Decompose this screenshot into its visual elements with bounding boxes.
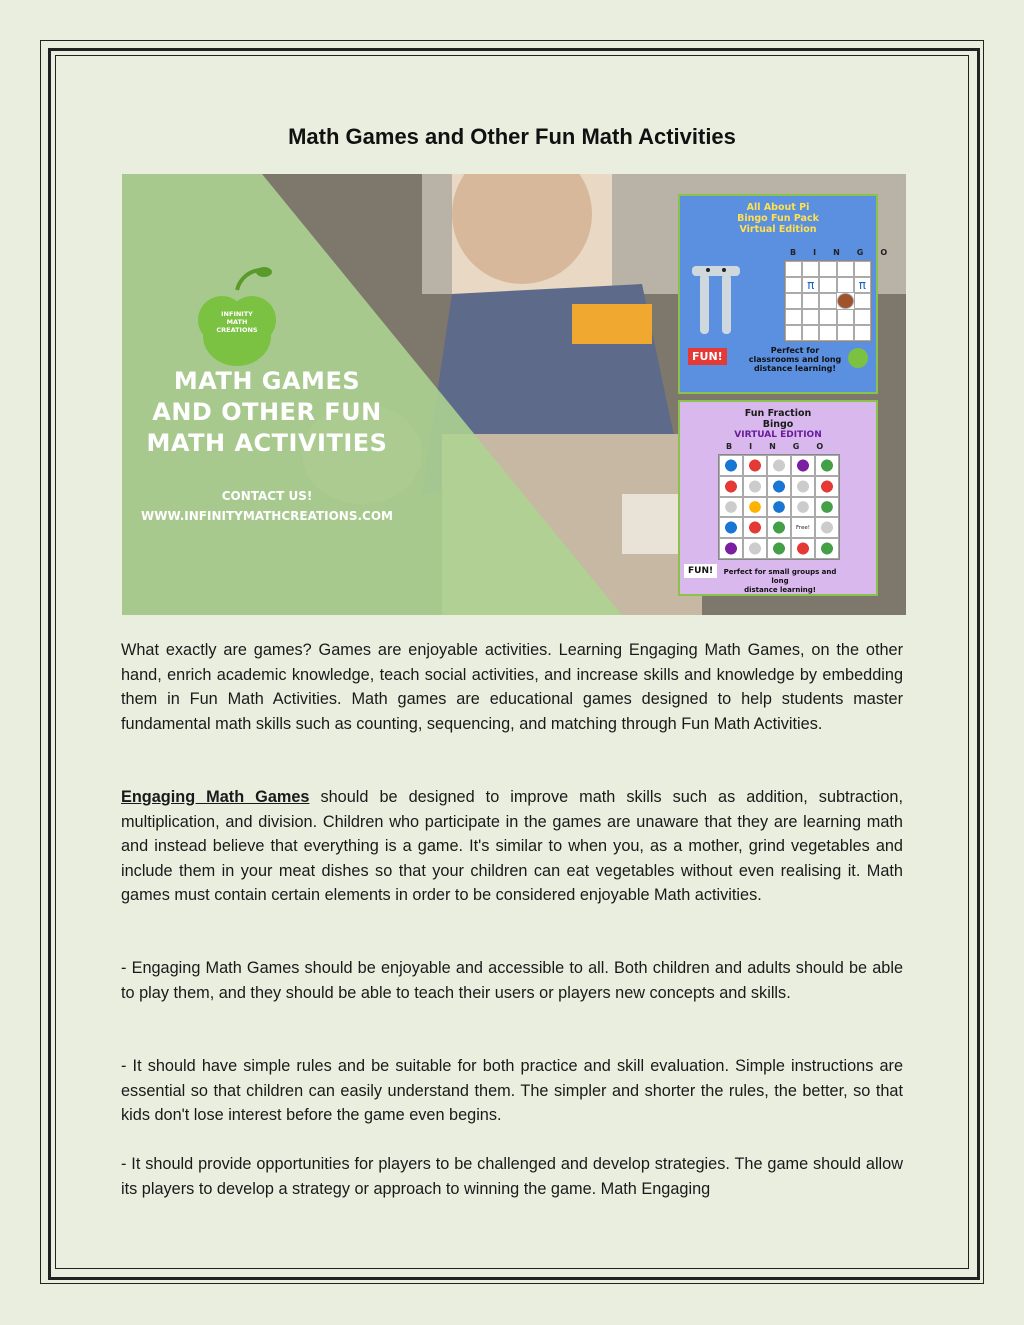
fraction-card-title	[680, 408, 876, 430]
fraction-card-subtitle: VIRTUAL EDITION	[734, 430, 822, 440]
paragraph-bullet-enjoyable: - Engaging Math Games should be enjoyable and accessible to all. Both children and adults should be able to play them, and they should be able to teach their users or players new concepts and skills.	[121, 959, 903, 1002]
page-title: Math Games and Other Fun Math Activities	[288, 124, 736, 149]
hero-heading	[122, 366, 412, 459]
fraction-card-title-line-1: Fun Fraction	[744, 408, 812, 419]
pi-character-icon	[686, 256, 746, 346]
pi-card-title-line-2: Bingo Fun Pack	[737, 213, 819, 224]
paragraph-engaging-games-text: should be designed to improve math skills such as addition, subtraction, multiplication, and division. Children who participate in the games are unaware that they are learning math and instead believe that everything is a game. It's similar to when you, as a mother, grind vegetables and include them in your meat dishes so that your children can eat vegetables without even realising it. Math games must contain certain elements in order to be considered enjoyable Math activities.	[121, 788, 903, 904]
pi-footer-line-2: classrooms and long	[748, 355, 842, 364]
pi-card-title-line-1: All About Pi	[746, 202, 810, 213]
free-space-label: Free!	[791, 517, 815, 538]
logo-line-1: INFINITY MATH	[221, 310, 253, 326]
fraction-footer-line-1: Perfect for small groups and long	[723, 568, 837, 585]
logo-line-2: CREATIONS	[216, 326, 258, 334]
pi-bingo-card	[678, 194, 905, 394]
pi-card-footer	[740, 346, 850, 373]
website-label: WWW.INFINITYMATHCREATIONS.COM	[140, 509, 393, 523]
paragraph-bullet-strategies: - It should provide opportunities for players to be challenged and develop strategies. The game should allow its players to develop a strategy or approach to winning the game. Math Engaging	[121, 1155, 903, 1198]
fraction-bingo-grid	[718, 454, 840, 560]
pi-card-title	[680, 202, 876, 235]
fraction-fun-badge: FUN!	[684, 564, 717, 578]
paragraph-bullet-simple-rules: - It should have simple rules and be suitable for both practice and skill evaluation. Simple instructions are essential so that children can easily understand them. The simpler and shorter the rules, the better, so that kids don't lose interest before the game even begins.	[121, 1057, 903, 1124]
hero-contact	[122, 486, 412, 526]
fraction-card-title-line-2: Bingo	[762, 419, 794, 430]
paragraph-engaging-games	[121, 785, 903, 908]
hero-heading-line-3: MATH ACTIVITIES	[146, 429, 388, 457]
fraction-bingo-letters: BINGO	[726, 442, 841, 451]
engaging-math-games-link[interactable]: Engaging Math Games	[121, 788, 310, 806]
pi-fun-badge: FUN!	[688, 348, 727, 365]
hero-heading-line-1: MATH GAMES	[173, 367, 361, 395]
pi-footer-line-1: Perfect for	[770, 346, 820, 355]
logo-text	[214, 310, 260, 334]
pi-card-title-line-3: Virtual Edition	[739, 224, 817, 235]
contact-label: CONTACT US!	[221, 489, 313, 503]
pi-footer-line-3: distance learning!	[753, 364, 837, 373]
paragraph-intro: What exactly are games? Games are enjoyable activities. Learning Engaging Math Games, on the other hand, enrich academic knowledge, teach social activities, and increase skills and knowledge by embedding them in Fun Math Activities. Math games are educational games designed to help students master fundamental math skills such as counting, sequencing, and matching through Fun Math Activities.	[121, 641, 903, 733]
hero-image	[122, 174, 906, 615]
apple-logo-small-icon	[846, 344, 870, 368]
pi-bingo-letters: BINGO	[790, 248, 905, 257]
fraction-card-footer	[720, 568, 840, 595]
fraction-bingo-card	[678, 400, 878, 596]
pi-bingo-grid: π π	[784, 260, 872, 342]
fraction-footer-line-2: distance learning!	[744, 586, 816, 594]
hero-heading-line-2: AND OTHER FUN	[152, 398, 382, 426]
